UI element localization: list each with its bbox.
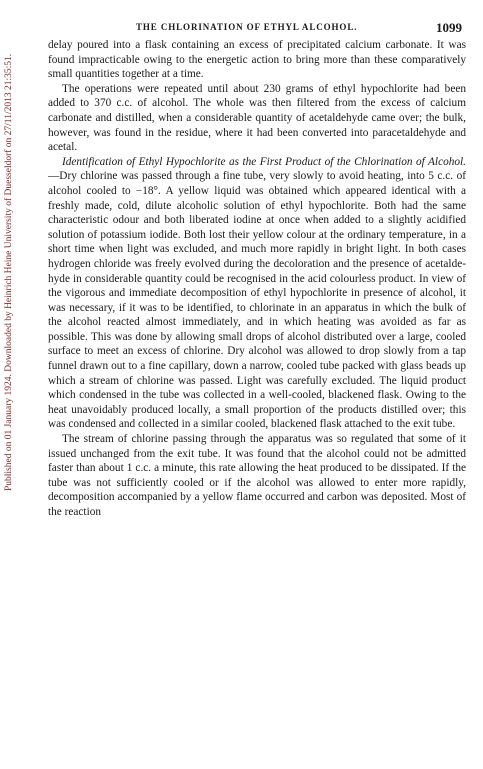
paragraph-text: —Dry chlorine was passed through a fine tube, very slowly to avoid heating, into 5 c.c. of alcohol cooled to −18°. A yellow liquid was obtained which appeared identical with a freshly made, cold, dilute alcoholic solution of ethyl hypochlorite. Both had the same characteristic odour and both liberated iodine at once when added to a slightly acidified solution of potassium iodide. Both lost their yellow colour at the ordinary temperature, in a short time when light was excluded, and much more rapidly in bright light. In both cases hydrogen chloride was freely evolved during the decoloration and the presence of acetaldehyde in considerable quantity could be recognised in the acid colourless product. In view of the vigorous and immediate decomposition of ethyl hypochlorite in presence of alcohol, it was necessary, if it was to be identified, to chlorinate in an apparatus in which the bulk of the alcohol reacted almost immediately, and in which heating was avoided as far as possible. This was done by allowing small drops of alcohol distributed over a large, cooled surface to meet an excess of chlorine. Dry alcohol was allowed to drop slowly from a tap funnel drawn out to a fine capillary, down a narrow, cooled tube packed with glass beads up which a stream of chlorine was passed. Light was carefully excluded. The liquid product which condensed in the tube was collected in a well-cooled, blackened flask. Owing to the heat unavoidably produced locally, a small proportion of the products distilled over; this was condensed and collected in a similar cooled, blackened flask attached to the exit tube. — [48, 170, 466, 431]
download-notice: Published on 01 January 1924. Downloaded by Heinrich Heine University of Duesseldorf on 27/11/2013 21:35:51. — [4, 53, 14, 492]
paragraph: delay poured into a flask containing an excess of precipitated calcium carbonate. It was found impracticable owing to the energetic action to bring more than these comparatively small quantities together at a time. — [48, 39, 466, 81]
page-number: 1099 — [436, 20, 462, 35]
paragraph: The stream of chlorine passing through the apparatus was so regulated that some of it issued unchanged from the exit tube. It was found that the alcohol could not be admitted faster than about 1 c.c. a minute, this rate allowing the heat produced to be dissipated. If the tube was not sufficiently cooled or if the alcohol was allowed to enter more rapidly, decomposition accompanied by a yellow flame occurred and carbon was deposited. Most of the reaction — [48, 433, 466, 518]
running-title: THE CHLORINATION OF ETHYL ALCOHOL. — [136, 22, 358, 32]
paragraph: The operations were repeated until about 230 grams of ethyl hypochlorite had been added to 370 c.c. of alcohol. The whole was then filtered from the excess of calcium carbonate and distilled, when a considerable quantity of acetaldehyde came over; the bulk, however, was found in the residue, where it had been converted into paracetaldehyde and acetal. — [48, 82, 466, 154]
article-body — [48, 38, 466, 520]
paragraph — [48, 155, 466, 432]
page-header — [50, 20, 466, 36]
section-heading: Identification of Ethyl Hypochlorite as the First Product of the Chlorination of Alcohol. — [62, 155, 466, 168]
